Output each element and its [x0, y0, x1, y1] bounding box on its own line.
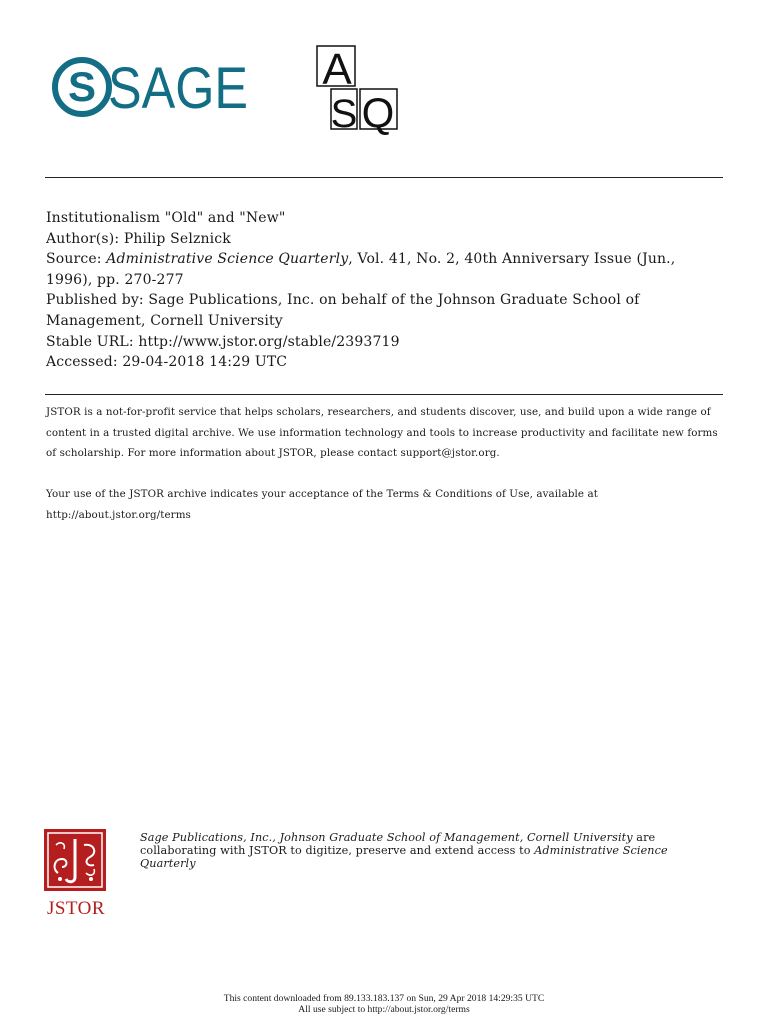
asq-letter-a: A — [322, 45, 352, 94]
sage-logo — [52, 50, 252, 125]
asq-letter-s: S — [330, 92, 358, 136]
asq-letter-q: Q — [361, 89, 395, 136]
collaboration-journal: Administrative Science Quarterly — [140, 844, 668, 870]
article-source — [46, 249, 726, 290]
accessed-date: Accessed: 29-04-2018 14:29 UTC — [46, 354, 288, 371]
source-details: , Vol. 41, No. 2, 40th Anniversary Issue (Jun., 1996), pp. 270-277 — [46, 251, 676, 288]
source-journal: Administrative Science Quarterly — [106, 251, 349, 268]
publisher: Published by: Sage Publications, Inc. on behalf of the Johnson Graduate School of Management, Cornell University — [46, 292, 640, 329]
collaborating-publishers: Sage Publications, Inc., Johnson Graduate School of Management, Cornell University — [140, 831, 633, 844]
download-footer — [0, 993, 768, 1015]
article-author: Author(s): Philip Selznick — [46, 230, 231, 247]
sage-wordmark: SAGE — [108, 56, 248, 121]
citation-block — [46, 208, 726, 373]
middle-divider — [45, 394, 723, 395]
collaboration-text: are collaborating with JSTOR to digitize, preserve and extend access to — [140, 831, 656, 857]
terms-link[interactable]: All use subject to http://about.jstor.org/terms — [298, 1004, 470, 1015]
collaboration-statement — [140, 831, 700, 870]
jstor-logo — [44, 829, 108, 921]
jstor-notice — [46, 402, 726, 525]
jstor-wordmark: JSTOR — [46, 898, 106, 919]
logo-row — [0, 0, 768, 170]
svg-text:S: S — [67, 63, 97, 110]
terms-of-use-notice[interactable]: Your use of the JSTOR archive indicates your acceptance of the Terms & Conditions of Use, available at http://about.jstor.org/terms — [46, 488, 598, 521]
source-prefix: Source: — [46, 251, 107, 268]
stable-url-link[interactable]: Stable URL: http://www.jstor.org/stable/2393719 — [46, 333, 400, 350]
top-divider — [45, 177, 723, 178]
asq-logo — [315, 44, 399, 136]
jstor-emblem-icon — [44, 829, 106, 891]
article-title: Institutionalism "Old" and "New" — [46, 210, 286, 226]
download-info: This content downloaded from 89.133.183.137 on Sun, 29 Apr 2018 14:29:35 UTC — [223, 993, 545, 1004]
jstor-description: JSTOR is a not-for-profit service that helps scholars, researchers, and students discover, use, and build upon a wide range of content in a trusted digital archive. We use information technology and tools to increase productivity and facilitate new forms of scholarship. For more information about JSTOR, please contact support@jstor.org. — [46, 406, 718, 459]
